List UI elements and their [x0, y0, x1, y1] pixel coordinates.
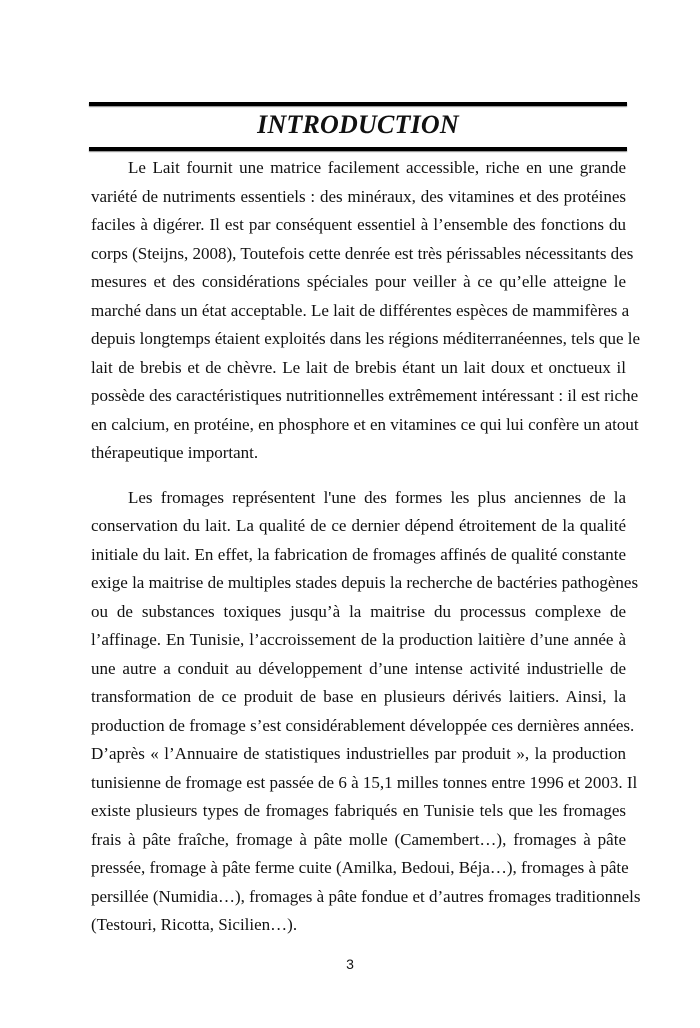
text-line: transformation de ce produit de base en plusieurs dérivés laitiers. Ainsi, la: [91, 687, 626, 706]
text-line: frais à pâte fraîche, fromage à pâte molle (Camembert…), fromages à pâte: [91, 829, 626, 849]
paragraph-2: [91, 484, 641, 940]
text-line: conservation du lait. La qualité de ce dernier dépend étroitement de la qualité: [91, 516, 626, 535]
text-line: exige la maitrise de multiples stades depuis la recherche de bactéries pathogènes: [91, 573, 639, 592]
text-line: tunisienne de fromage est passée de 6 à 15,1 milles tonnes entre 1996 et 2003. Il: [91, 772, 638, 792]
text-line: marché dans un état acceptable. Le lait de différentes espèces de mammifères a: [91, 300, 630, 320]
text-line: mesures et des considérations spéciales pour veiller à ce qu’elle atteigne le: [91, 272, 626, 291]
text-line: production de fromage s’est considérablement développée ces dernières années.: [91, 715, 635, 735]
text-line: existe plusieurs types de fromages fabriqués en Tunisie tels que les fromages: [91, 801, 626, 820]
paragraph-1: [91, 154, 641, 468]
text-line: l’affinage. En Tunisie, l’accroissement de la production laitière d’une année à: [91, 630, 626, 649]
text-line: faciles à digérer. Il est par conséquent essentiel à l’ensemble des fonctions du: [91, 215, 626, 234]
body-text: [91, 154, 641, 956]
text-line: lait de brebis et de chèvre. Le lait de brebis étant un lait doux et onctueux il: [91, 357, 626, 377]
text-line: D’après « l’Annuaire de statistiques industrielles par produit », la production: [91, 744, 626, 763]
page-number: 3: [346, 956, 354, 972]
text-line: (Testouri, Ricotta, Sicilien…).: [91, 915, 298, 934]
text-line: pressée, fromage à pâte ferme cuite (Amilka, Bedoui, Béja…), fromages à pâte: [91, 858, 629, 877]
text-line: thérapeutique important.: [91, 443, 259, 462]
text-line: corps (Steijns, 2008), Toutefois cette denrée est très périssables nécessitants des: [91, 243, 634, 263]
text-line: ou de substances toxiques jusqu’à la maitrise du processus complexe de: [91, 601, 626, 621]
text-line: initiale du lait. En effet, la fabrication de fromages affinés de qualité constante: [91, 544, 626, 564]
text-line: en calcium, en protéine, en phosphore et en vitamines ce qui lui confère un atout: [91, 414, 639, 434]
text-line: une autre a conduit au développement d’une intense activité industrielle de: [91, 658, 626, 678]
title-rule-top: [89, 102, 627, 106]
title-rule-bottom: [89, 147, 627, 151]
text-line: persillée (Numidia…), fromages à pâte fondue et d’autres fromages traditionnels: [91, 886, 641, 906]
text-line: Les fromages représentent l'une des formes les plus anciennes de la: [128, 487, 626, 507]
text-line: depuis longtemps étaient exploités dans les régions méditerranéennes, tels que le: [91, 329, 641, 348]
text-line: Le Lait fournit une matrice facilement accessible, riche en une grande: [128, 158, 626, 177]
text-line: variété de nutriments essentiels : des minéraux, des vitamines et des protéines: [91, 186, 626, 206]
page-title: INTRODUCTION: [257, 110, 459, 139]
text-line: possède des caractéristiques nutritionnelles extrêmement intéressant : il est riche: [91, 386, 639, 405]
